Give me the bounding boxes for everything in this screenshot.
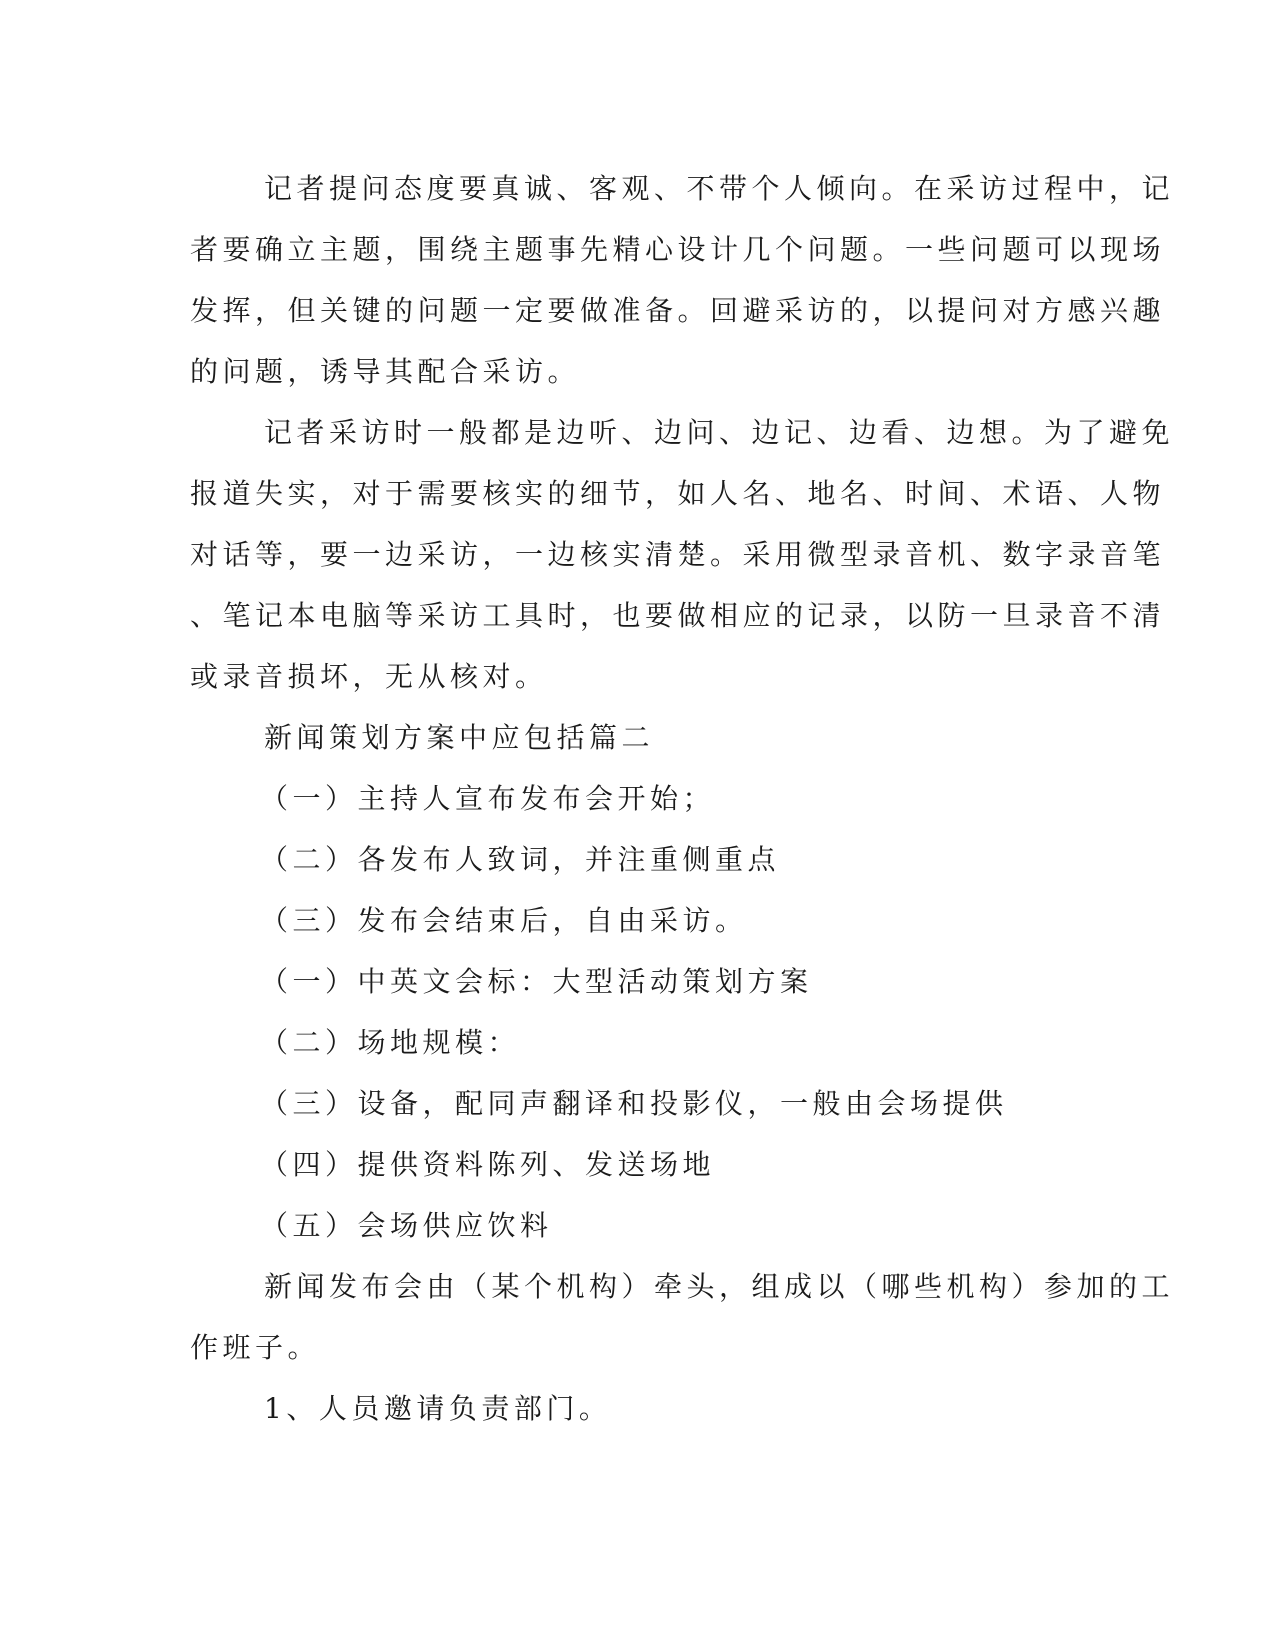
paragraph-2-line-1: 记者采访时一般都是边听、边问、边记、边看、边想。为了避免 — [264, 416, 1175, 449]
section-heading: 新闻策划方案中应包括篇二 — [264, 721, 655, 754]
list-item-venue-4: （四）提供资料陈列、发送场地 — [260, 1148, 716, 1181]
document-body — [190, 158, 1175, 1439]
paragraph-1-line-1: 记者提问态度要真诚、客观、不带个人倾向。在采访过程中，记 — [264, 172, 1175, 205]
paragraph-2-line-2: 报道失实，对于需要核实的细节，如人名、地名、时间、术语、人物 — [190, 477, 1166, 510]
paragraph-3-line-1: 新闻发布会由（某个机构）牵头，组成以（哪些机构）参加的工 — [264, 1270, 1175, 1303]
list-item-venue-1: （一）中英文会标：大型活动策划方案 — [260, 965, 813, 998]
paragraph-2-line-4: 、笔记本电脑等采访工具时，也要做相应的记录，以防一旦录音不清 — [190, 599, 1166, 632]
list-item-procedure-3: （三）发布会结束后，自由采访。 — [260, 904, 748, 937]
list-item-procedure-2: （二）各发布人致词，并注重侧重点 — [260, 843, 781, 876]
list-item-venue-5: （五）会场供应饮料 — [260, 1209, 553, 1242]
paragraph-2-line-5: 或录音损坏，无从核对。 — [190, 660, 548, 693]
paragraph-2-line-3: 对话等，要一边采访，一边核实清楚。采用微型录音机、数字录音笔 — [190, 538, 1166, 571]
numbered-item-1: 1、人员邀请负责部门。 — [264, 1392, 612, 1425]
paragraph-3-line-2: 作班子。 — [190, 1331, 321, 1364]
list-item-venue-2: （二）场地规模： — [260, 1026, 521, 1059]
paragraph-1-line-2: 者要确立主题，围绕主题事先精心设计几个问题。一些问题可以现场 — [190, 233, 1166, 266]
list-item-venue-3: （三）设备，配同声翻译和投影仪，一般由会场提供 — [260, 1087, 1008, 1120]
paragraph-1-line-4: 的问题，诱导其配合采访。 — [190, 355, 581, 388]
list-item-procedure-1: （一）主持人宣布发布会开始； — [260, 782, 716, 815]
paragraph-1-line-3: 发挥，但关键的问题一定要做准备。回避采访的，以提问对方感兴趣 — [190, 294, 1166, 327]
